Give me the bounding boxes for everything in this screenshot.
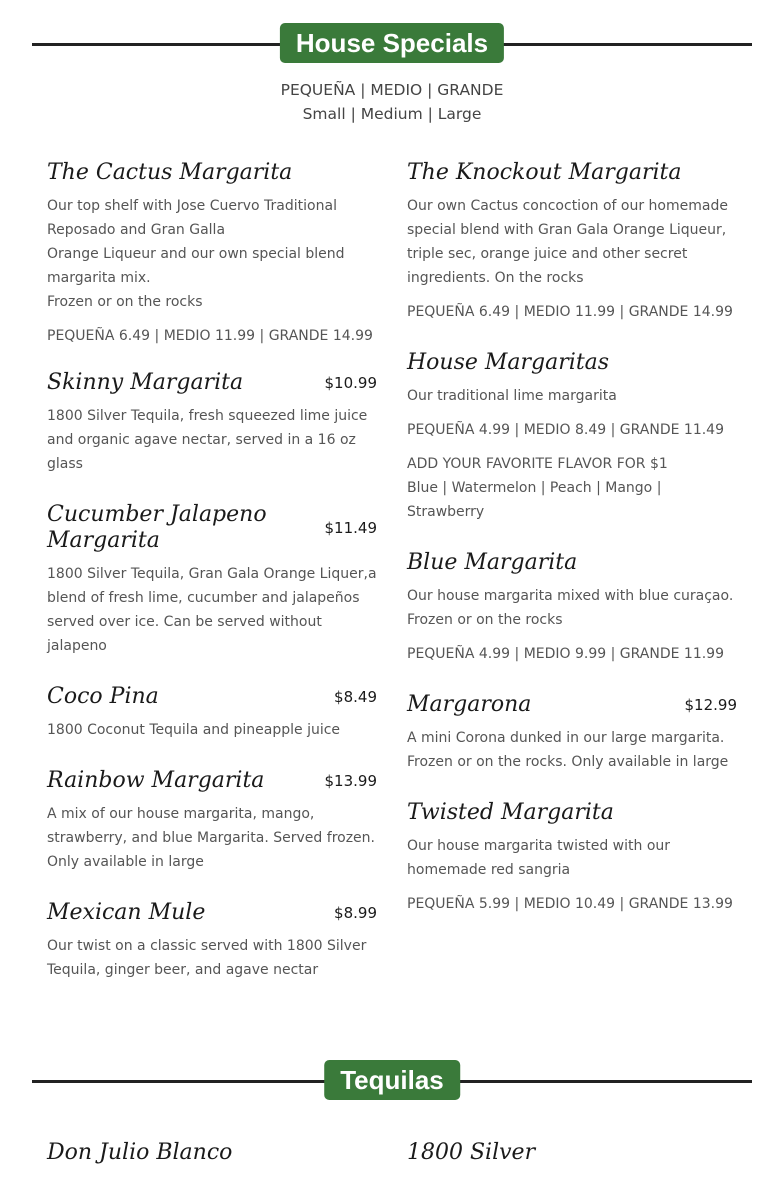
flavor-options: Blue | Watermelon | Peach | Mango | Strawberry <box>407 480 662 520</box>
item-description: Frozen or on the rocks <box>47 294 203 310</box>
tequila-item: 1800 Silver <box>407 1140 536 1165</box>
item-name: Skinny Margarita <box>47 370 244 395</box>
item-price: $10.99 <box>324 374 377 392</box>
specials-right-column <box>407 160 737 942</box>
menu-item <box>407 350 737 524</box>
size-legend-en: Small | Medium | Large <box>302 105 482 123</box>
item-size-prices: PEQUEÑA 6.49 | MEDIO 11.99 | GRANDE 14.99 <box>47 328 373 344</box>
menu-item <box>47 502 377 658</box>
menu-item <box>407 550 737 666</box>
menu-item <box>47 684 377 742</box>
item-name: The Knockout Margarita <box>407 160 682 185</box>
item-price: $8.99 <box>334 904 377 922</box>
item-name: Cucumber Jalapeno Margarita <box>47 502 267 553</box>
item-price: $8.49 <box>334 688 377 706</box>
item-name: Twisted Margarita <box>407 800 614 825</box>
item-description: Our twist on a classic served with 1800 Silver Tequila, ginger beer, and agave nectar <box>47 938 367 978</box>
item-price: $11.49 <box>324 519 377 537</box>
item-description: Our house margarita mixed with blue curaçao. Frozen or on the rocks <box>407 588 734 628</box>
item-name: Mexican Mule <box>47 900 206 925</box>
item-price: $12.99 <box>684 696 737 714</box>
tequilas-header <box>32 1060 752 1100</box>
item-description: Our traditional lime margarita <box>407 388 617 404</box>
tequila-item: Don Julio Blanco <box>47 1140 233 1165</box>
item-description: 1800 Coconut Tequila and pineapple juice <box>47 722 341 738</box>
menu-item <box>47 160 377 348</box>
menu-item <box>47 370 377 476</box>
item-description: 1800 Silver Tequila, fresh squeezed lime juice and organic agave nectar, served in a 16 oz glass <box>47 408 368 472</box>
item-description: A mix of our house margarita, mango, strawberry, and blue Margarita. Served frozen. Only available in large <box>47 806 375 870</box>
item-size-prices: PEQUEÑA 4.99 | MEDIO 8.49 | GRANDE 11.49 <box>407 422 724 438</box>
item-name: The Cactus Margarita <box>47 160 293 185</box>
item-description: Our house margarita twisted with our homemade red sangria <box>407 838 671 878</box>
item-description: Orange Liqueur and our own special blend margarita mix. <box>47 246 345 286</box>
item-name: House Margaritas <box>407 350 610 375</box>
menu-item <box>407 800 737 916</box>
flavor-addon-title: ADD YOUR FAVORITE FLAVOR FOR $1 <box>407 456 668 472</box>
item-description: A mini Corona dunked in our large margarita. Frozen or on the rocks. Only available in large <box>407 730 729 770</box>
menu-item <box>407 160 737 324</box>
item-description: 1800 Silver Tequila, Gran Gala Orange Liquer,a blend of fresh lime, cucumber and jalapeños served over ice. Can be served without jalapeno <box>47 566 377 654</box>
menu-item <box>407 692 737 774</box>
item-size-prices: PEQUEÑA 5.99 | MEDIO 10.49 | GRANDE 13.99 <box>407 896 733 912</box>
size-legend <box>0 78 784 126</box>
item-size-prices: PEQUEÑA 4.99 | MEDIO 9.99 | GRANDE 11.99 <box>407 646 724 662</box>
item-price: $13.99 <box>324 772 377 790</box>
menu-item <box>47 900 377 982</box>
size-legend-es: PEQUEÑA | MEDIO | GRANDE <box>280 81 504 99</box>
item-name: Coco Pina <box>47 684 159 709</box>
item-name: Rainbow Margarita <box>47 768 265 793</box>
menu-item <box>47 768 377 874</box>
specials-left-column <box>47 160 377 1008</box>
item-name: Blue Margarita <box>407 550 578 575</box>
item-name: Margarona <box>407 692 532 717</box>
item-description: Our own Cactus concoction of our homemade special blend with Gran Gala Orange Liqueur, triple sec, orange juice and other secret ingredients. On the rocks <box>407 198 728 286</box>
house-specials-title: House Specials <box>280 23 504 63</box>
item-size-prices: PEQUEÑA 6.49 | MEDIO 11.99 | GRANDE 14.99 <box>407 304 733 320</box>
house-specials-header <box>32 23 752 63</box>
tequilas-title: Tequilas <box>324 1060 460 1100</box>
item-description: Our top shelf with Jose Cuervo Traditional Reposado and Gran Galla <box>47 198 337 238</box>
